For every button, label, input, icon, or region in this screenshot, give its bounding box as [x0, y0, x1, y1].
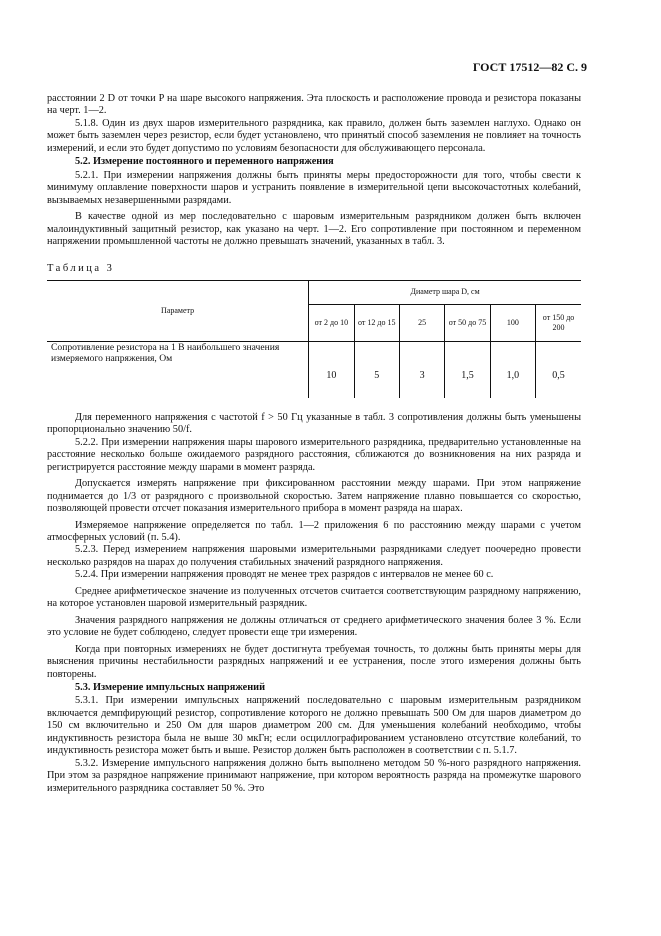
document-body — [47, 93, 581, 795]
paragraph-5-1-8: 5.1.8. Один из двух шаров измерительного разрядника, как правило, должен быть заземлен наглухо. Однако он может быть заземлен через резистор, если будет установлено, что принятый способ заземления не повлияет на точность измерений, и если это будет допустимо по условиям безопасности для обслуживающего персонала. — [47, 117, 581, 154]
paragraph: Среднее арифметическое значение из полученных отсчетов считается соответствующим разрядному напряжению, на которое установлен шаровой измерительный разрядник. — [47, 585, 581, 610]
table-cell: 3 — [399, 341, 444, 398]
paragraph: расстоянии 2 D от точки P на шаре высокого напряжения. Эта плоскость и расположение провода и резистора показаны на черт. 1—2. — [47, 93, 581, 117]
page-header: ГОСТ 17512—82 С. 9 — [472, 60, 587, 74]
paragraph: В качестве одной из мер последовательно с шаровым измерительным разрядником должен быть включен малоиндуктивный защитный резистор, как указано на черт. 1—2. Его сопротивление при постоянном и переменном напряжении промышленной частоты не должно превышать значений, указанных в табл. 3. — [47, 211, 581, 247]
section-heading-5-3: 5.3. Измерение импульсных напряжений — [75, 681, 266, 693]
paragraph-5-2-3: 5.2.3. Перед измерением напряжения шаровыми измерительными разрядниками следует поочередно провести несколько разрядов на шарах до получения стабильных значений разрядного напряжения. — [47, 544, 581, 568]
paragraph-5-2-4: 5.2.4. При измерении напряжения проводят не менее трех разрядов с интервалов не менее 60 с. — [75, 569, 494, 581]
table-column-header: 25 — [399, 305, 444, 342]
paragraph: Для переменного напряжения с частотой f > 50 Гц указанные в табл. 3 сопротивления должны быть уменьшены пропорционально значению 50/f. — [47, 411, 581, 436]
table-header-diameter: Диаметр шара D, см — [309, 280, 581, 304]
paragraph-5-2-2: 5.2.2. При измерении напряжения шары шарового измерительного разрядника, предварительно установленные на расстояние несколько больше ожидаемого разрядного расстояния, сближаются до возникновения на них разряда и регистрируется расстояние между шарами в момент разряда. — [47, 436, 581, 473]
paragraph-5-3-1: 5.3.1. При измерении импульсных напряжений последовательно с шаровым измерительным разрядником включается демпфирующий резистор, сопротивление которого не должно превышать 500 Ом для шаров диаметром до 150 см включительно и 250 Ом для шаров диаметром 200 см. Для уменьшения колебаний необходимо, чтобы индуктивность резистора была не выше 30 мкГн; если осциллографированием установлено отсутствие колебаний, то индуктивность резистора может быть и выше. Резистор должен быть расположен в соответствии с п. 5.1.7. — [47, 695, 581, 757]
table-row — [47, 341, 581, 398]
table-cell: 10 — [309, 341, 354, 398]
table-column-header: от 12 до 15 — [354, 305, 399, 342]
paragraph: Когда при повторных измерениях не будет достигнута требуемая точность, то должны быть приняты меры для выяснения причины нестабильности разрядных напряжений и ее устранения, после этого измерения должны быть повторены. — [47, 643, 581, 680]
table-column-header: от 150 до 200 — [536, 305, 581, 342]
table-cell: 1,0 — [490, 341, 535, 398]
table-row-label: Сопротивление резистора на 1 В наибольшего значения измеряемого напряжения, Ом — [47, 341, 309, 398]
table-caption: Таблица 3 — [47, 263, 115, 275]
table-column-header: от 2 до 10 — [309, 305, 354, 342]
table-cell: 1,5 — [445, 341, 490, 398]
table-header-parameter: Параметр — [47, 280, 309, 341]
paragraph: Допускается измерять напряжение при фиксированном расстоянии между шарами. При этом напряжение поднимается до 1/3 от разрядного с произвольной скоростью. Затем напряжение плавно повышается со скоростью, позволяющей провести отсчет показания измерительного прибора в момент разряда на шарах. — [47, 478, 581, 515]
paragraph-5-2-1: 5.2.1. При измерении напряжения должны быть приняты меры предосторожности для того, чтобы свести к минимуму оплавление поверхности шаров и устранить появление в измерительной цепи высокочастотных колебаний, вызываемых незавершенными разрядами. — [47, 169, 581, 206]
paragraph: Измеряемое напряжение определяется по табл. 1—2 приложения 6 по расстоянию между шарами с учетом атмосферных условий (п. 5.4). — [47, 519, 581, 543]
paragraph-5-3-2: 5.3.2. Измерение импульсного напряжения должно быть выполнено методом 50 %-ного разрядного напряжения. При этом за разрядное напряжение принимают напряжение, при котором вероятность разряда на промежутке шарового измерительного разрядника составляет 50 %. Это — [47, 757, 581, 794]
resistor-table — [47, 280, 581, 398]
table-column-header: 100 — [490, 305, 535, 342]
section-heading-5-2: 5.2. Измерение постоянного и переменного напряжения — [75, 156, 334, 168]
table-cell: 0,5 — [552, 369, 565, 381]
table-cell: 5 — [354, 341, 399, 398]
table-column-header: от 50 до 75 — [445, 305, 490, 342]
paragraph: Значения разрядного напряжения не должны отличаться от среднего арифметического значения более 3 %. Если это условие не будет соблюдено, следует провести еще три измерения. — [47, 614, 581, 639]
